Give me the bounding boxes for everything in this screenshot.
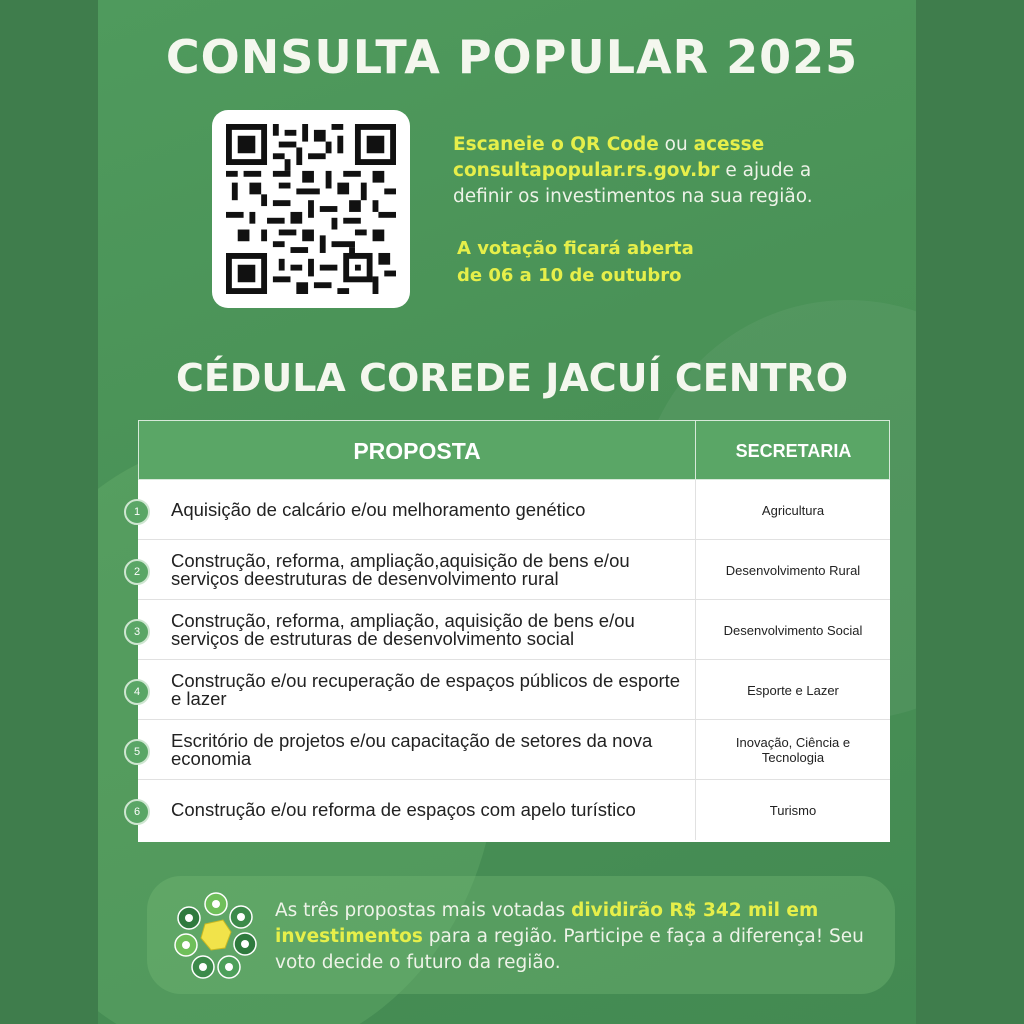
ballot-table xyxy=(133,420,890,842)
department-cell: Agricultura xyxy=(695,480,890,540)
department-cell: Desenvolvimento Rural xyxy=(695,540,890,600)
table-row xyxy=(133,720,890,780)
table-row xyxy=(133,600,890,660)
table-row xyxy=(133,660,890,720)
row-number: 6 xyxy=(124,799,150,825)
footer-banner xyxy=(147,876,895,994)
voting-period-line1: A votação ficará aberta xyxy=(457,238,694,259)
row-number: 5 xyxy=(124,739,150,765)
voting-period-line2: de 06 a 10 de outubro xyxy=(457,265,682,286)
proposal-cell: Construção e/ou recuperação de espaços públicos de esporte e lazer xyxy=(171,670,681,709)
qr-code[interactable] xyxy=(212,110,410,308)
consulta-popular-logo-icon xyxy=(171,890,261,985)
proposal-cell: Construção, reforma, ampliação,aquisição de bens e/ou serviços deestruturas de desenvolvimento rural xyxy=(171,550,630,589)
department-cell: Desenvolvimento Social xyxy=(695,600,890,660)
intro-text xyxy=(453,132,873,210)
ballot-title: CÉDULA COREDE JACUÍ CENTRO xyxy=(175,356,849,400)
footer-text-part1: As três propostas mais votadas xyxy=(275,900,572,921)
department-cell: Turismo xyxy=(695,780,890,840)
table-row xyxy=(133,480,890,540)
department-cell: Esporte e Lazer xyxy=(695,660,890,720)
proposal-cell: Aquisição de calcário e/ou melhoramento genético xyxy=(171,499,586,520)
access-label: acesse xyxy=(693,134,765,155)
page-title: CONSULTA POPULAR 2025 xyxy=(165,30,859,84)
row-number: 2 xyxy=(124,559,150,585)
row-number: 3 xyxy=(124,619,150,645)
table-row xyxy=(133,540,890,600)
intro-rest: e ajude a definir os investimentos na sua região. xyxy=(453,160,813,207)
column-header-proposal: PROPOSTA xyxy=(139,421,696,481)
row-number: 4 xyxy=(124,679,150,705)
footer-text xyxy=(275,898,875,976)
column-header-department: SECRETARIA xyxy=(735,441,852,461)
proposal-cell: Escritório de projetos e/ou capacitação de setores da nova economia xyxy=(171,730,653,769)
proposal-cell: Construção e/ou reforma de espaços com apelo turístico xyxy=(171,799,636,820)
table-row xyxy=(133,780,890,840)
proposal-cell: Construção, reforma, ampliação, aquisição de bens e/ou serviços de estruturas de desenvolvimento social xyxy=(171,610,635,649)
footer-highlight: dividirão R$ 342 mil em investimentos xyxy=(275,900,819,947)
table-header xyxy=(138,420,890,480)
scan-label: Escaneie o QR Code xyxy=(453,134,659,155)
department-cell: Inovação, Ciência e Tecnologia xyxy=(695,720,890,780)
site-link[interactable]: consultapopular.rs.gov.br xyxy=(453,160,720,181)
footer-text-part2: para a região. Participe e faça a diferença! Seu voto decide o futuro da região. xyxy=(275,926,864,973)
qr-code-icon xyxy=(226,124,396,294)
row-number: 1 xyxy=(124,499,150,525)
voting-period xyxy=(457,235,817,289)
or-text: ou xyxy=(658,134,694,155)
